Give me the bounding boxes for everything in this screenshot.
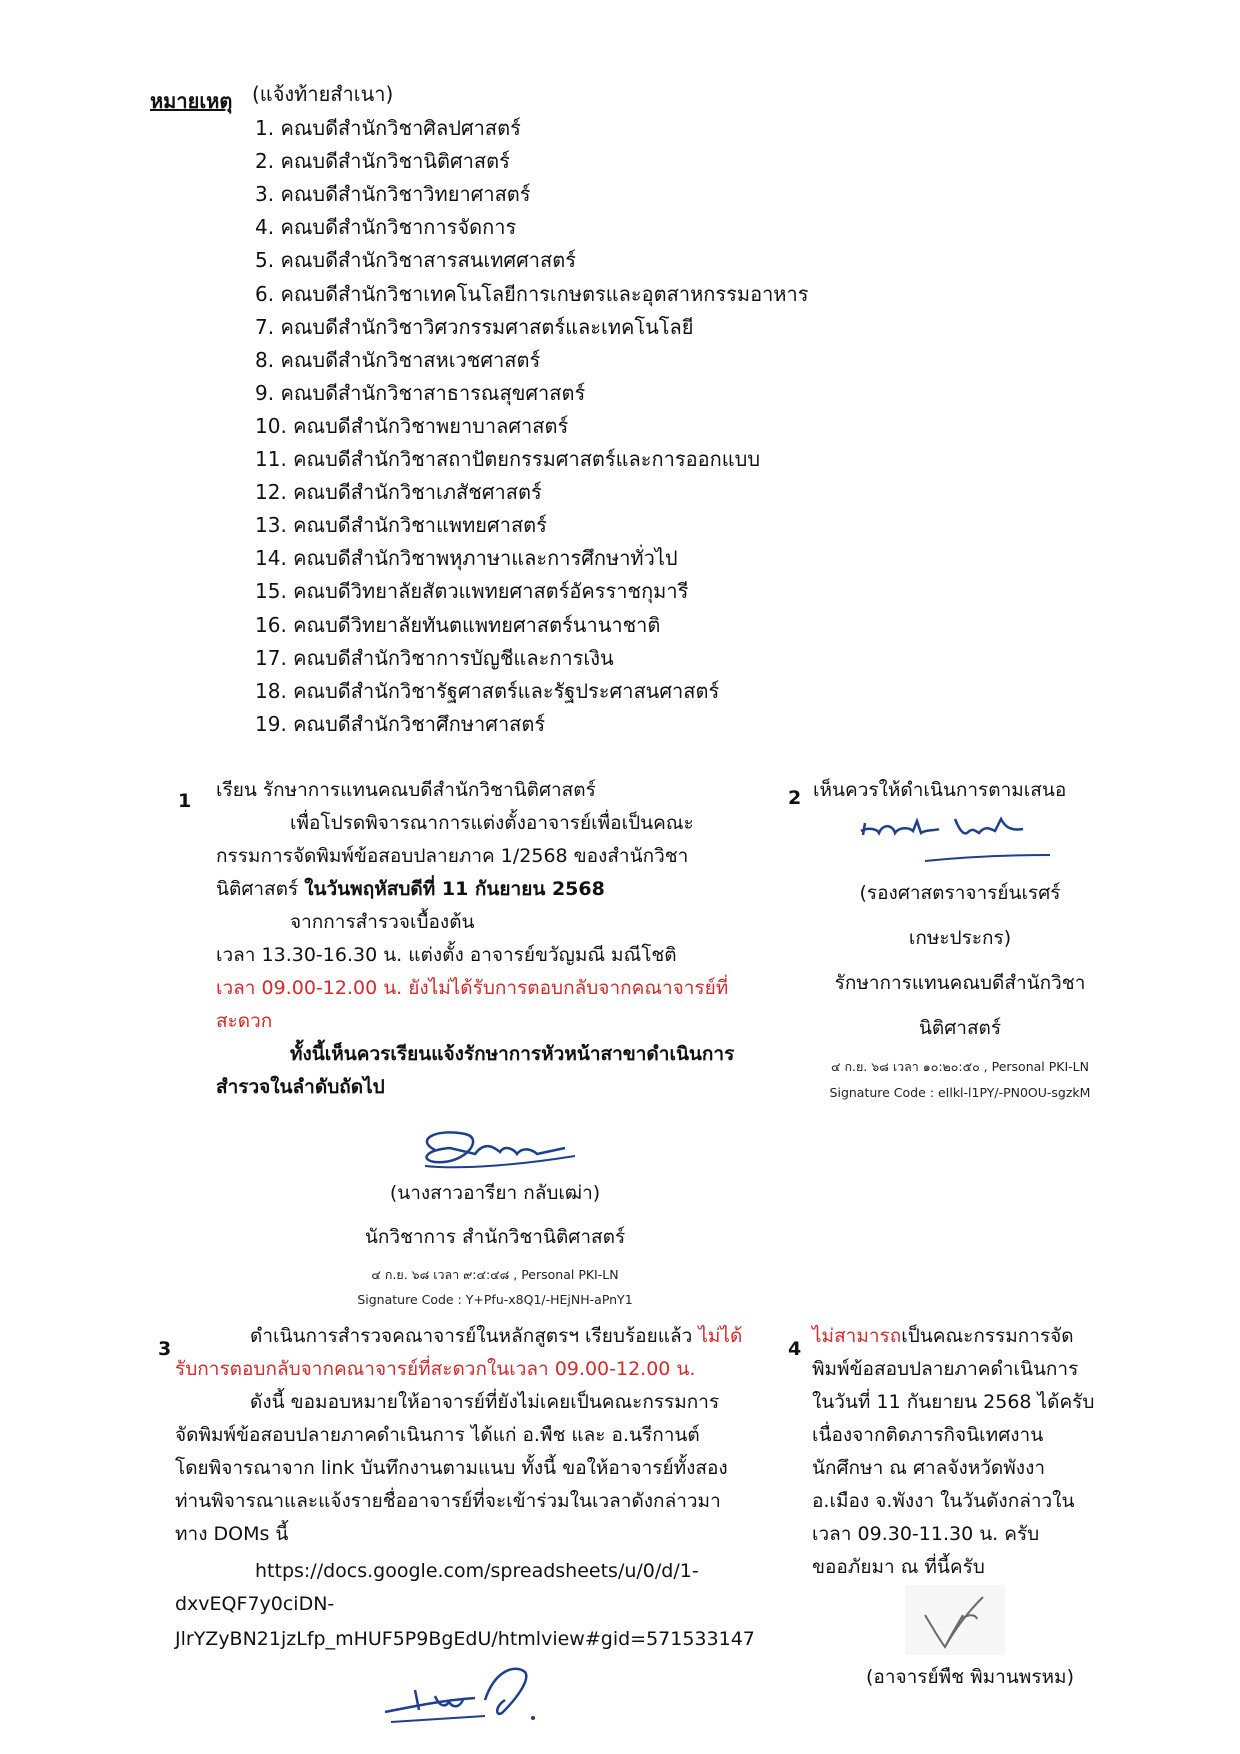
box2-signer-title-2: นิติศาสตร์ [918, 1017, 1002, 1039]
remark-list-item: 10. คณบดีสำนักวิชาพยาบาลศาสตร์ [255, 413, 569, 438]
box1-line6: เวลา 13.30-16.30 น. แต่งตั้ง อาจารย์ขวัญมณี มณีโชติ [216, 944, 677, 966]
remark-list-item: 16. คณบดีวิทยาลัยทันตแพทยศาสตร์นานาชาติ [255, 612, 661, 637]
remark-list-item: 3. คณบดีสำนักวิชาวิทยาศาสตร์ [255, 182, 531, 207]
box1-line8: สะดวก [216, 1010, 273, 1032]
box2-line1: เห็นควรให้ดำเนินการตามเสนอ [813, 779, 1067, 801]
remark-list-item: 1. คณบดีสำนักวิชาศิลปศาสตร์ [255, 116, 521, 140]
box1-line7: เวลา 09.00-12.00 น. ยังไม่ได้รับการตอบกลับจากคณาจารย์ที่ [216, 977, 729, 999]
remark-list-item: 6. คณบดีสำนักวิชาเทคโนโลยีการเกษตรและอุตสาหกรรมอาหาร [255, 281, 809, 306]
box4-line4: เนื่องจากติดภารกิจนิเทศงาน [812, 1424, 1044, 1446]
box2-signer-name-2: เกษะประกร) [908, 927, 1012, 949]
box2-number: 2 [788, 787, 802, 809]
box3-number: 3 [158, 1338, 172, 1360]
box1-line4 [216, 876, 605, 902]
box2-signature-code: Signature Code : eIlkl-l1PY/-PN0OU-sgzkM [829, 1085, 1091, 1100]
box4-line2: พิมพ์ข้อสอบปลายภาคดำเนินการ [812, 1358, 1079, 1380]
remark-list-item: 19. คณบดีสำนักวิชาศึกษาศาสตร์ [255, 711, 546, 736]
remark-list-item: 11. คณบดีสำนักวิชาสถาปัตยกรรมศาสตร์และการออกแบบ [255, 447, 761, 471]
box1-line4a: นิติศาสตร์ [216, 878, 305, 900]
remark-list-item: 5. คณบดีสำนักวิชาสารสนเทศศาสตร์ [255, 248, 576, 273]
box4-line6: อ.เมือง จ.พังงา ในวันดังกล่าวใน [812, 1490, 1075, 1512]
box4-line7: เวลา 09.30-11.30 น. ครับ [812, 1523, 1040, 1545]
box1-line5: จากการสำรวจเบื้องต้น [290, 911, 475, 933]
box1-signature-image [405, 1120, 585, 1180]
remark-heading: หมายเหตุ [150, 89, 233, 113]
box1-signer-title: นักวิชาการ สำนักวิชานิติศาสตร์ [364, 1226, 626, 1248]
remark-list-item: 7. คณบดีสำนักวิชาวิศวกรรมศาสตร์และเทคโนโลยี [255, 314, 694, 339]
remark-list-item: 13. คณบดีสำนักวิชาแพทยศาสตร์ [255, 513, 547, 538]
box3-line3: ดังนี้ ขอมอบหมายให้อาจารย์ที่ยังไม่เคยเป็นคณะกรรมการ [250, 1391, 720, 1413]
box1-signature-code: Signature Code : Y+Pfu-x8Q1/-HEjNH-aPnY1 [357, 1292, 633, 1307]
box1-date: ในวันพฤหัสบดีที่ 11 กันยายน 2568 [304, 878, 605, 900]
box1-number: 1 [178, 790, 192, 812]
box1-line10: สำรวจในลำดับถัดไป [216, 1076, 385, 1098]
box2-signer-title-1: รักษาการแทนคณบดีสำนักวิชา [834, 972, 1086, 994]
box1-signer-name: (นางสาวอารียา กลับเฒ่า) [389, 1182, 601, 1204]
remark-list-item: 15. คณบดีวิทยาลัยสัตวแพทยศาสตร์อัครราชกุมารี [255, 579, 689, 604]
box3-line1b: ไม่ได้ [698, 1325, 743, 1347]
box3-line2: รับการตอบกลับจากคณาจารย์ที่สะดวกในเวลา 09.00-12.00 น. [175, 1358, 696, 1380]
box1-line2: เพื่อโปรดพิจารณาการแต่งตั้งอาจารย์เพื่อเป็นคณะ [290, 812, 694, 834]
box1-line1: เรียน รักษาการแทนคณบดีสำนักวิชานิติศาสตร์ [216, 779, 596, 801]
box4-line1 [812, 1323, 1074, 1349]
box2-signer-name-1: (รองศาสตราจารย์นเรศร์ [859, 882, 1061, 904]
box3-link-line2[interactable]: dxvEQF7y0ciDN- [175, 1593, 335, 1615]
box3-line5: โดยพิจารณาจาก link บันทึกงานตามแนบ ทั้งนี้ ขอให้อาจารย์ทั้งสอง [175, 1457, 728, 1479]
remark-list-item: 18. คณบดีสำนักวิชารัฐศาสตร์และรัฐประศาสนศาสตร์ [255, 678, 720, 703]
box4-line5: นักศึกษา ณ ศาลจังหวัดพังงา [812, 1457, 1046, 1479]
box3-line6: ท่านพิจารณาและแจ้งรายชื่ออาจารย์ที่จะเข้าร่วมในเวลาดังกล่าวมา [175, 1490, 721, 1512]
box4-number: 4 [788, 1338, 802, 1360]
box3-signature-image [375, 1660, 555, 1730]
box3-line1a: ดำเนินการสำรวจคณาจารย์ในหลักสูตรฯ เรียบร้อยแล้ว [250, 1325, 699, 1347]
box3-link-line3[interactable]: JlrYZyBN21jzLfp_mHUF5P9BgEdU/htmlview#gid=571533147 [175, 1628, 755, 1650]
box4-line3: ในวันที่ 11 กันยายน 2568 ได้ครับ [812, 1391, 1095, 1413]
remark-list-item: 12. คณบดีสำนักวิชาเภสัชศาสตร์ [255, 480, 542, 505]
box4-signer-name: (อาจารย์พืช พิมานพรหม) [866, 1666, 1074, 1688]
remark-subtitle: (แจ้งท้ายสำเนา) [252, 82, 394, 106]
remark-list-item: 14. คณบดีสำนักวิชาพหุภาษาและการศึกษาทั่วไป [255, 546, 678, 571]
box1-sign-timestamp: ๔ ก.ย. ๖๘ เวลา ๙:๔:๔๘ , Personal PKI-LN [371, 1267, 619, 1282]
box3-line4: จัดพิมพ์ข้อสอบปลายภาคดำเนินการ ได้แก่ อ.พืช และ อ.นรีกานต์ [175, 1424, 700, 1446]
box3-link-line1[interactable]: https://docs.google.com/spreadsheets/u/0/d/1- [255, 1560, 699, 1582]
remark-list-item: 2. คณบดีสำนักวิชานิติศาสตร์ [255, 149, 510, 174]
box3-line1 [250, 1323, 742, 1349]
box2-sign-timestamp: ๔ ก.ย. ๖๘ เวลา ๑๐:๒๐:๕๐ , Personal PKI-LN [831, 1059, 1089, 1074]
box4-line8: ขออภัยมา ณ ที่นี้ครับ [812, 1556, 985, 1578]
box1-line9: ทั้งนี้เห็นควรเรียนแจ้งรักษาการหัวหน้าสาขาดำเนินการ [290, 1043, 735, 1065]
remark-list-item: 17. คณบดีสำนักวิชาการบัญชีและการเงิน [255, 645, 614, 670]
remark-list-item: 8. คณบดีสำนักวิชาสหเวชศาสตร์ [255, 347, 541, 372]
box1-line3: กรรมการจัดพิมพ์ข้อสอบปลายภาค 1/2568 ของสำนักวิชา [216, 845, 689, 867]
remark-list-item: 4. คณบดีสำนักวิชาการจัดการ [255, 215, 517, 240]
box4-signature-image [905, 1585, 1005, 1655]
box2-signature-image [855, 805, 1055, 875]
box3-line7: ทาง DOMs นี้ [175, 1523, 289, 1545]
box4-line1b: เป็นคณะกรรมการจัด [901, 1325, 1074, 1347]
remark-list-item: 9. คณบดีสำนักวิชาสาธารณสุขศาสตร์ [255, 380, 586, 405]
box4-line1a: ไม่สามารถ [812, 1325, 902, 1347]
